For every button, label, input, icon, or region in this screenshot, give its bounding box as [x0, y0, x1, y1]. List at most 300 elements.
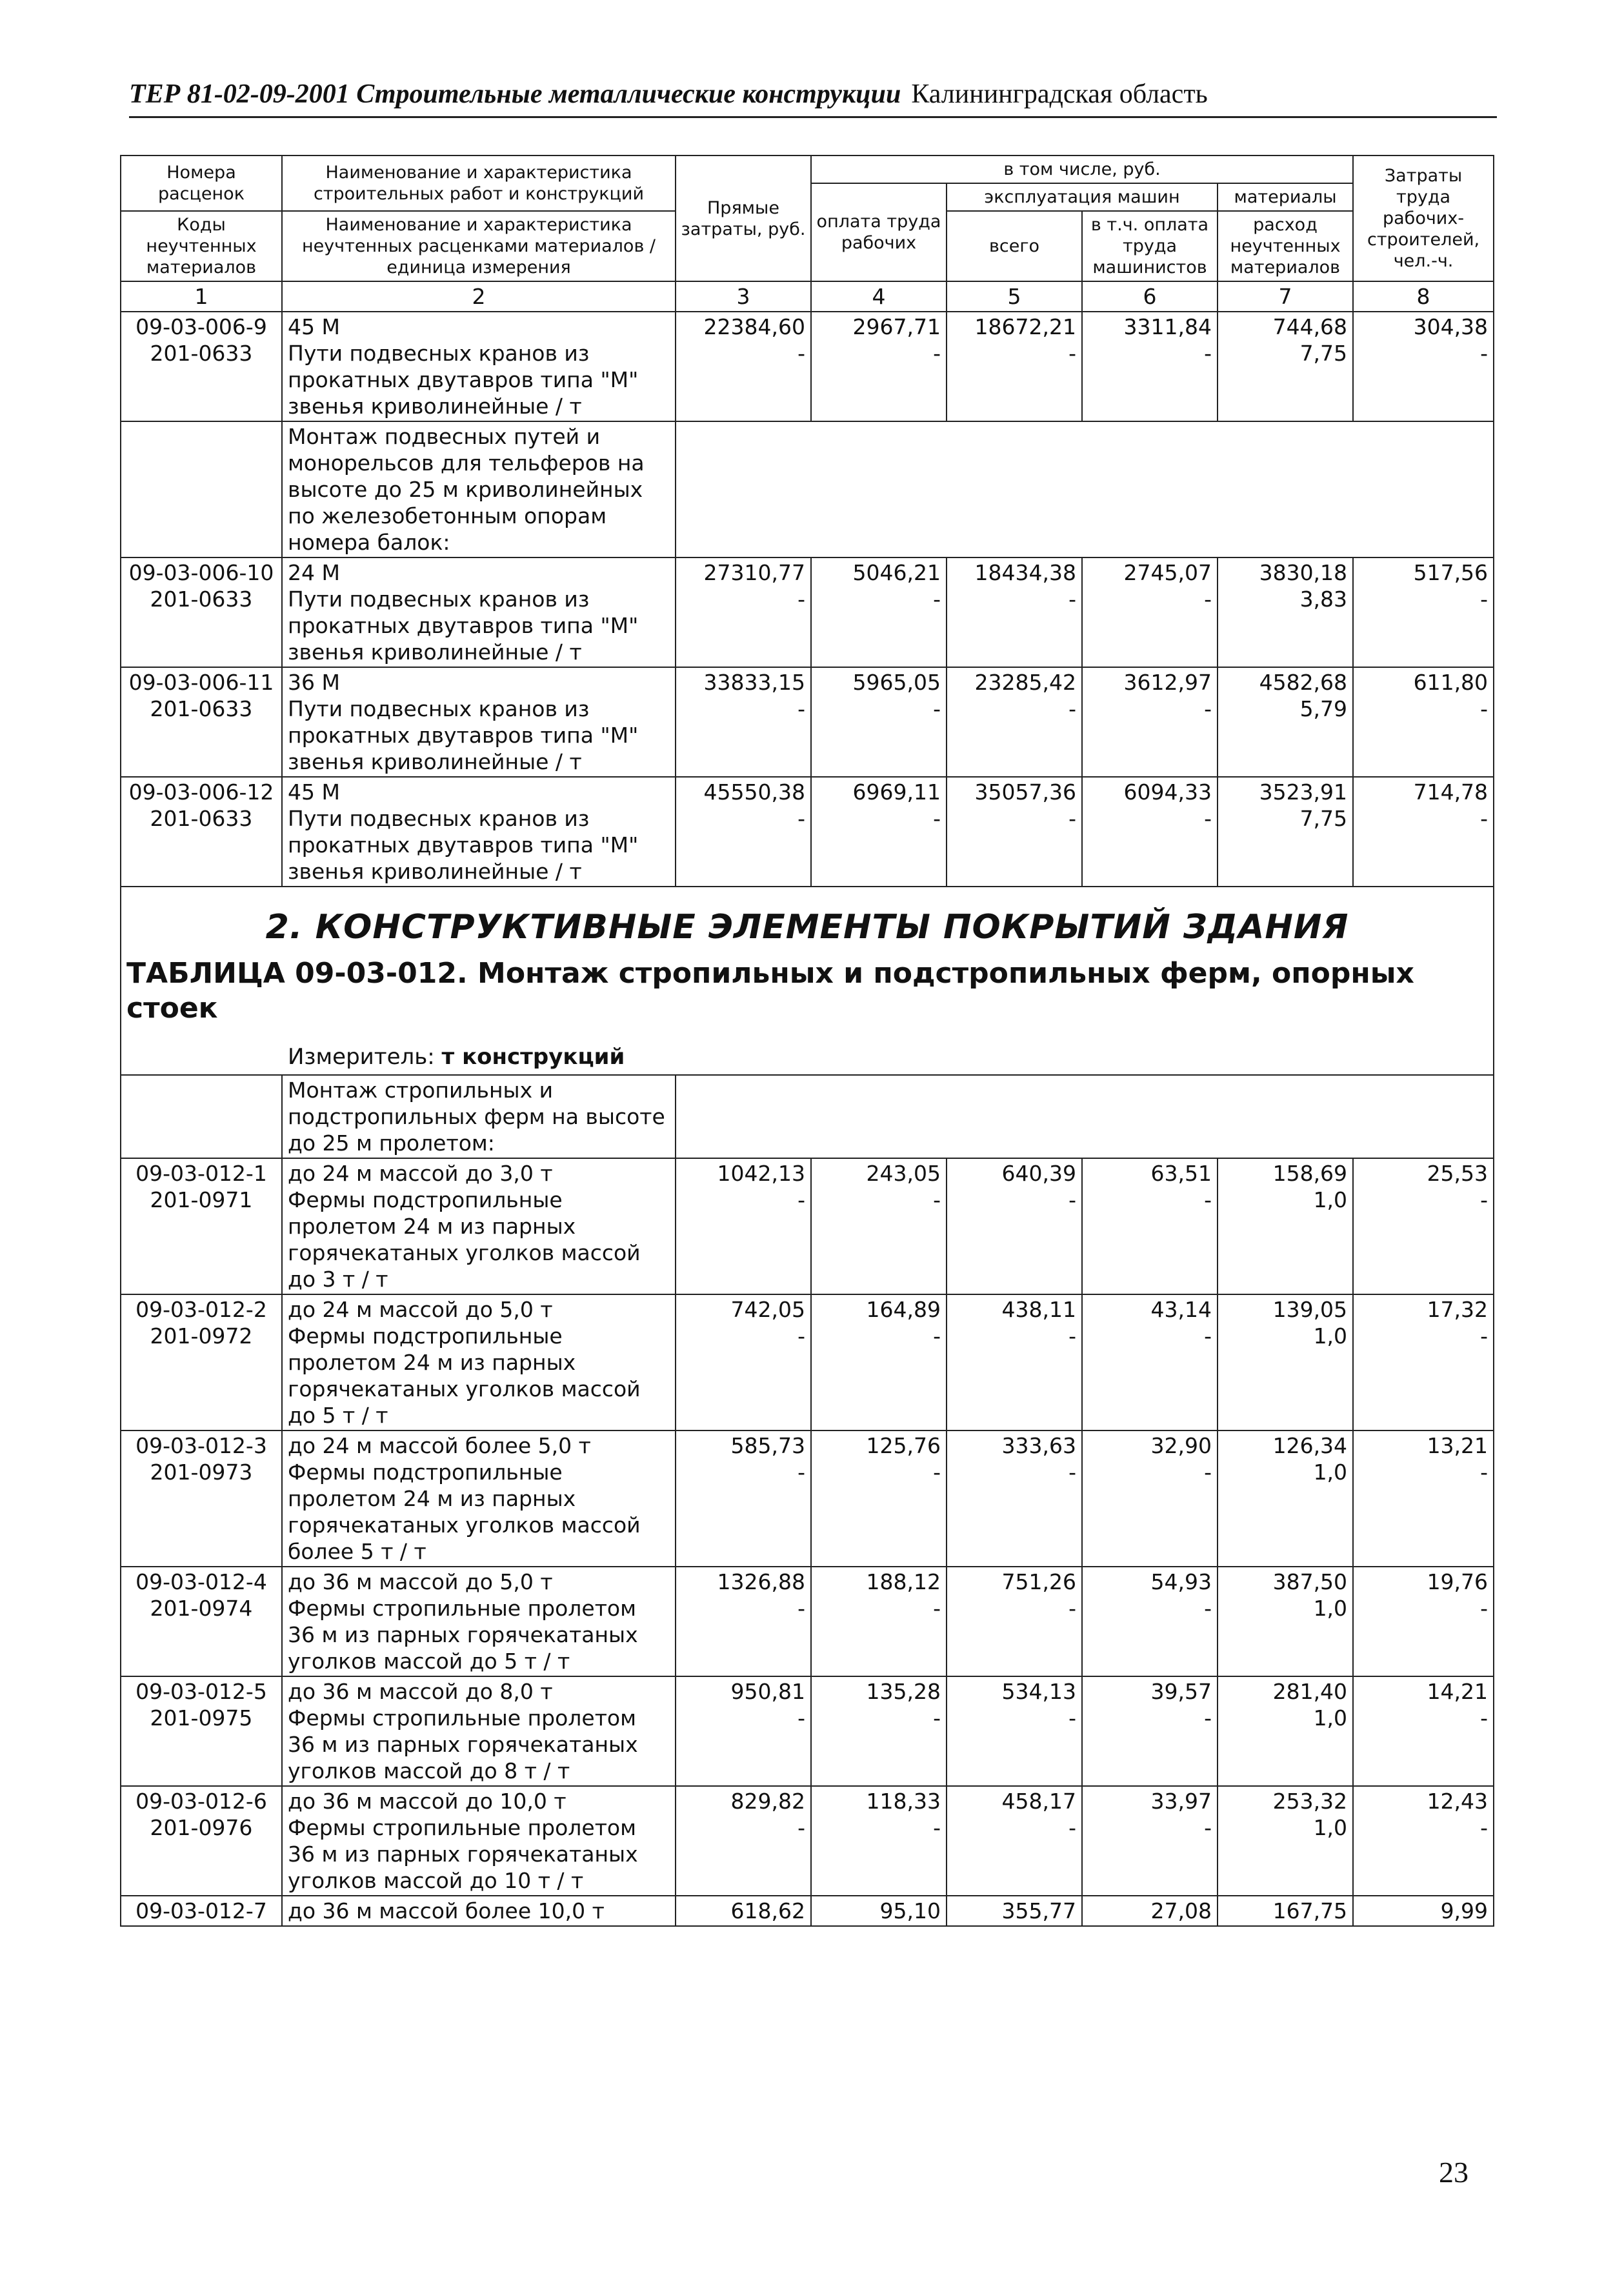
material-name: Пути подвесных кранов из прокатных двутавров типа "М" звенья криволинейные / т [288, 341, 639, 419]
value-c8: 19,76 [1427, 1569, 1489, 1594]
dash: - [1480, 1815, 1489, 1840]
value-cell-c7 [1218, 667, 1353, 777]
material-name: Фермы стропильные пролетом 36 м из парных горячекатаных уголков массой до 5 т / т [288, 1596, 638, 1674]
material-name: Пути подвесных кранов из прокатных двутавров типа "М" звенья криволинейные / т [288, 587, 639, 665]
value-cell-c7 [1218, 1294, 1353, 1431]
dash: - [1068, 1187, 1076, 1212]
work-name: до 36 м массой более 10,0 т [288, 1898, 605, 1923]
value-cell-c5 [947, 1158, 1082, 1294]
value-cell-c8 [1353, 1786, 1494, 1896]
value-cell-c4 [811, 557, 947, 667]
dash: - [1204, 1815, 1212, 1840]
rate-name-cell [282, 1896, 676, 1926]
rate-number: 09-03-012-7 [135, 1898, 267, 1923]
rate-number: 09-03-012-4 [135, 1569, 267, 1594]
value-cell-c5 [947, 1294, 1082, 1431]
value-cell-c7 [1218, 557, 1353, 667]
rate-row [121, 557, 1494, 667]
value-cell-c7 [1218, 1786, 1353, 1896]
dash: - [933, 1323, 941, 1349]
dash: - [1480, 806, 1489, 831]
dash: - [1480, 696, 1489, 721]
dash: - [1204, 1187, 1212, 1212]
dash: - [797, 1596, 805, 1621]
dash: - [797, 587, 805, 612]
value-cell-c3 [676, 667, 811, 777]
dash: - [1068, 1596, 1076, 1621]
value-c5: 534,13 [1001, 1679, 1076, 1704]
material-code: 201-0633 [150, 806, 253, 831]
rate-code-cell [121, 1294, 282, 1431]
rate-code-cell [121, 1158, 282, 1294]
dash: - [933, 806, 941, 831]
rate-number: 09-03-006-12 [128, 779, 274, 805]
dash: - [933, 587, 941, 612]
work-name: до 36 м массой до 10,0 т [288, 1789, 566, 1814]
work-name: 45 М [288, 314, 340, 339]
value-c4: 135,28 [866, 1679, 941, 1704]
value-c5: 333,63 [1001, 1433, 1076, 1458]
material-name: Фермы стропильные пролетом 36 м из парных горячекатаных уголков массой до 8 т / т [288, 1705, 638, 1783]
dash: - [933, 1596, 941, 1621]
value-c3: 585,73 [730, 1433, 805, 1458]
value-cell-c7 [1218, 1896, 1353, 1926]
column-number: 2 [282, 281, 676, 312]
value-cell-c4 [811, 777, 947, 887]
group-heading: Монтаж подвесных путей и монорельсов для тельферов на высоте до 25 м криволинейных по железобетонным опорам номера балок: [282, 421, 676, 557]
value-c4: 164,89 [866, 1297, 941, 1322]
measure-value: т конструкций [441, 1044, 625, 1070]
value-c5: 640,39 [1001, 1161, 1076, 1186]
value-c8: 14,21 [1427, 1679, 1489, 1704]
col-direct-costs-header: Прямые затраты, руб. [676, 156, 811, 281]
empty-cell [676, 421, 1494, 557]
value-cell-c4 [811, 1786, 947, 1896]
dash: - [1068, 806, 1076, 831]
value-c6: 63,51 [1150, 1161, 1212, 1186]
material-code: 201-0972 [150, 1323, 253, 1349]
value-c6: 43,14 [1150, 1297, 1212, 1322]
dash: - [797, 1460, 805, 1485]
value-cell-c5 [947, 777, 1082, 887]
dash: - [1480, 1596, 1489, 1621]
value-c8: 611,80 [1413, 670, 1489, 695]
measure-label: Измеритель: [288, 1044, 435, 1070]
rate-code-cell [121, 1431, 282, 1567]
col-worker-pay-header: оплата труда рабочих [811, 183, 947, 281]
work-name: до 24 м массой более 5,0 т [288, 1433, 591, 1458]
rate-name-cell [282, 1567, 676, 1676]
rate-number: 09-03-006-10 [128, 560, 274, 585]
value-cell-c4 [811, 1431, 947, 1567]
dash: - [1204, 1596, 1212, 1621]
value-cell-c4 [811, 1567, 947, 1676]
table-body [121, 312, 1494, 1926]
dash: - [1204, 1323, 1212, 1349]
value-c6: 27,08 [1150, 1898, 1212, 1923]
value-c4: 188,12 [866, 1569, 941, 1594]
material-consumption: 1,0 [1313, 1705, 1348, 1731]
material-consumption: 1,0 [1313, 1323, 1348, 1349]
value-c3: 33833,15 [703, 670, 805, 695]
empty-cell [676, 1075, 1494, 1158]
value-c7: 126,34 [1272, 1433, 1348, 1458]
col-including-header: в том числе, руб. [811, 156, 1353, 183]
value-c7: 4582,68 [1259, 670, 1348, 695]
value-cell-c8 [1353, 1158, 1494, 1294]
rates-table [120, 155, 1494, 1927]
work-name: до 24 м массой до 3,0 т [288, 1161, 553, 1186]
value-cell-c4 [811, 1896, 947, 1926]
rate-name-cell [282, 1158, 676, 1294]
value-c8: 304,38 [1413, 314, 1489, 339]
value-c4: 118,33 [866, 1789, 941, 1814]
value-cell-c3 [676, 1294, 811, 1431]
value-c6: 3311,84 [1123, 314, 1212, 339]
value-c5: 751,26 [1001, 1569, 1076, 1594]
value-c6: 3612,97 [1123, 670, 1212, 695]
empty-cell [121, 421, 282, 557]
value-c4: 5046,21 [852, 560, 941, 585]
value-c3: 45550,38 [703, 779, 805, 805]
value-cell-c8 [1353, 777, 1494, 887]
material-name: Фермы стропильные пролетом 36 м из парных горячекатаных уголков массой до 10 т / т [288, 1815, 638, 1893]
value-cell-c6 [1082, 557, 1218, 667]
rate-row [121, 312, 1494, 421]
value-cell-c3 [676, 1786, 811, 1896]
group-heading-row [121, 1075, 1494, 1158]
table-title: ТАБЛИЦА 09-03-012. Монтаж стропильных и подстропильных ферм, опорных стоек [126, 957, 1414, 1025]
value-cell-c4 [811, 312, 947, 421]
value-cell-c8 [1353, 1567, 1494, 1676]
column-number: 3 [676, 281, 811, 312]
value-cell-c7 [1218, 777, 1353, 887]
rate-row [121, 1676, 1494, 1786]
value-c7: 744,68 [1272, 314, 1348, 339]
value-cell-c5 [947, 667, 1082, 777]
dash: - [797, 1705, 805, 1731]
work-name: до 36 м массой до 8,0 т [288, 1679, 553, 1704]
dash: - [933, 1460, 941, 1485]
dash: - [797, 806, 805, 831]
dash: - [1068, 1323, 1076, 1349]
section-title: 2. КОНСТРУКТИВНЫЕ ЭЛЕМЕНТЫ ПОКРЫТИЙ ЗДАНИЯ [265, 908, 1349, 947]
value-cell-c8 [1353, 1676, 1494, 1786]
material-name: Фермы подстропильные пролетом 24 м из парных горячекатаных уголков массой до 5 т / т [288, 1323, 641, 1428]
value-cell-c5 [947, 557, 1082, 667]
material-code: 201-0973 [150, 1460, 253, 1485]
rate-row [121, 1896, 1494, 1926]
value-c3: 618,62 [730, 1898, 805, 1923]
value-cell-c3 [676, 557, 811, 667]
document-code-title: ТЕР 81-02-09-2001 Строительные металлические конструкции [129, 79, 901, 109]
col-materials-header: материалы [1218, 183, 1353, 211]
value-c3: 22384,60 [703, 314, 805, 339]
value-cell-c6 [1082, 312, 1218, 421]
material-code: 201-0971 [150, 1187, 253, 1212]
value-c7: 139,05 [1272, 1297, 1348, 1322]
material-code: 201-0633 [150, 696, 253, 721]
rate-number: 09-03-012-3 [135, 1433, 267, 1458]
value-c3: 27310,77 [703, 560, 805, 585]
column-number: 1 [121, 281, 282, 312]
dash: - [933, 696, 941, 721]
value-cell-c3 [676, 1158, 811, 1294]
material-consumption: 5,79 [1299, 696, 1348, 721]
col-machines-total-header: всего [947, 211, 1082, 281]
value-cell-c4 [811, 1294, 947, 1431]
rate-name-cell [282, 777, 676, 887]
value-cell-c8 [1353, 1431, 1494, 1567]
value-cell-c7 [1218, 1567, 1353, 1676]
value-cell-c5 [947, 1431, 1082, 1567]
value-cell-c5 [947, 1676, 1082, 1786]
value-cell-c7 [1218, 1158, 1353, 1294]
rate-name-cell [282, 1786, 676, 1896]
col-machines-header: эксплуатация машин [947, 183, 1218, 211]
value-cell-c8 [1353, 557, 1494, 667]
dash: - [1204, 341, 1212, 366]
value-cell-c6 [1082, 1676, 1218, 1786]
work-name: 36 М [288, 670, 340, 695]
dash: - [1068, 696, 1076, 721]
rate-name-cell [282, 557, 676, 667]
rate-name-cell [282, 1676, 676, 1786]
value-c5: 355,77 [1001, 1898, 1076, 1923]
value-cell-c6 [1082, 1294, 1218, 1431]
rate-name-cell [282, 312, 676, 421]
material-code: 201-0976 [150, 1815, 253, 1840]
value-c8: 714,78 [1413, 779, 1489, 805]
rate-number: 09-03-012-2 [135, 1297, 267, 1322]
value-cell-c6 [1082, 777, 1218, 887]
dash: - [1068, 1705, 1076, 1731]
value-c8: 17,32 [1427, 1297, 1489, 1322]
value-c3: 829,82 [730, 1789, 805, 1814]
col-labor-header: Затраты труда рабочих-строителей, чел.-ч. [1353, 156, 1494, 281]
section-cell [121, 887, 1494, 1075]
value-cell-c4 [811, 1676, 947, 1786]
col-work-name-header: Наименование и характеристика строительных работ и конструкций [282, 156, 676, 211]
dash: - [1068, 1815, 1076, 1840]
dash: - [797, 341, 805, 366]
value-cell-c6 [1082, 1786, 1218, 1896]
value-c7: 281,40 [1272, 1679, 1348, 1704]
rate-number: 09-03-012-1 [135, 1161, 267, 1186]
rate-row [121, 1431, 1494, 1567]
value-cell-c6 [1082, 1567, 1218, 1676]
dash: - [797, 1815, 805, 1840]
material-consumption: 1,0 [1313, 1815, 1348, 1840]
value-c3: 950,81 [730, 1679, 805, 1704]
dash: - [1480, 1705, 1489, 1731]
dash: - [1480, 1187, 1489, 1212]
value-c6: 2745,07 [1123, 560, 1212, 585]
value-cell-c6 [1082, 1896, 1218, 1926]
dash: - [1480, 341, 1489, 366]
value-c5: 23285,42 [974, 670, 1076, 695]
rate-name-cell [282, 1294, 676, 1431]
group-heading-row [121, 421, 1494, 557]
value-cell-c6 [1082, 1431, 1218, 1567]
value-cell-c5 [947, 1786, 1082, 1896]
value-c4: 6969,11 [852, 779, 941, 805]
page-number: 23 [1439, 2156, 1469, 2189]
value-c3: 742,05 [730, 1297, 805, 1322]
value-c7: 253,32 [1272, 1789, 1348, 1814]
value-c3: 1042,13 [717, 1161, 805, 1186]
material-consumption: 1,0 [1313, 1596, 1348, 1621]
value-c6: 54,93 [1150, 1569, 1212, 1594]
dash: - [1068, 341, 1076, 366]
col-rate-number-header: Номера расценок [121, 156, 282, 211]
material-code: 201-0975 [150, 1705, 253, 1731]
value-c8: 13,21 [1427, 1433, 1489, 1458]
value-c5: 438,11 [1001, 1297, 1076, 1322]
dash: - [797, 1323, 805, 1349]
value-c7: 387,50 [1272, 1569, 1348, 1594]
material-code: 201-0974 [150, 1596, 253, 1621]
value-cell-c6 [1082, 667, 1218, 777]
rate-name-cell [282, 1431, 676, 1567]
col-material-codes-header: Коды неучтенных материалов [121, 211, 282, 281]
value-cell-c3 [676, 777, 811, 887]
value-c8: 9,99 [1440, 1898, 1489, 1923]
value-cell-c5 [947, 312, 1082, 421]
value-cell-c5 [947, 1567, 1082, 1676]
group-heading: Монтаж стропильных и подстропильных ферм на высоте до 25 м пролетом: [282, 1075, 676, 1158]
value-cell-c7 [1218, 312, 1353, 421]
value-c7: 167,75 [1272, 1898, 1348, 1923]
rate-row [121, 1567, 1494, 1676]
value-c4: 5965,05 [852, 670, 941, 695]
column-number: 5 [947, 281, 1082, 312]
work-name: 24 М [288, 560, 340, 585]
column-number: 8 [1353, 281, 1494, 312]
rate-number: 09-03-012-5 [135, 1679, 267, 1704]
value-c5: 18672,21 [974, 314, 1076, 339]
rate-code-cell [121, 312, 282, 421]
rate-code-cell [121, 557, 282, 667]
table-head [121, 156, 1494, 312]
value-cell-c6 [1082, 1158, 1218, 1294]
rate-code-cell [121, 1567, 282, 1676]
dash: - [1068, 587, 1076, 612]
work-name: до 24 м массой до 5,0 т [288, 1297, 553, 1322]
rate-number: 09-03-012-6 [135, 1789, 267, 1814]
rate-row [121, 1158, 1494, 1294]
rate-code-cell [121, 777, 282, 887]
rate-code-cell [121, 667, 282, 777]
col-material-consumption-header: расход неучтенных материалов [1218, 211, 1353, 281]
value-cell-c7 [1218, 1676, 1353, 1786]
dash: - [1204, 696, 1212, 721]
value-c4: 243,05 [866, 1161, 941, 1186]
value-c8: 517,56 [1413, 560, 1489, 585]
material-consumption: 1,0 [1313, 1187, 1348, 1212]
value-cell-c8 [1353, 312, 1494, 421]
measure-line [126, 1039, 1488, 1073]
rate-number: 09-03-006-11 [128, 670, 274, 695]
value-cell-c8 [1353, 1896, 1494, 1926]
material-consumption: 3,83 [1299, 587, 1348, 612]
col-operators-pay-header: в т.ч. оплата труда машинистов [1082, 211, 1218, 281]
value-c4: 125,76 [866, 1433, 941, 1458]
value-c6: 39,57 [1150, 1679, 1212, 1704]
col-material-names-header: Наименование и характеристика неучтенных расценками материалов / единица измерения [282, 211, 676, 281]
dash: - [797, 1187, 805, 1212]
value-cell-c3 [676, 1676, 811, 1786]
running-header [129, 76, 1497, 118]
dash: - [1480, 587, 1489, 612]
rate-row [121, 777, 1494, 887]
dash: - [1204, 806, 1212, 831]
region-name: Калининградская область [911, 79, 1208, 109]
column-number: 4 [811, 281, 947, 312]
value-cell-c3 [676, 312, 811, 421]
rate-row [121, 1786, 1494, 1896]
dash: - [933, 1705, 941, 1731]
value-c7: 3830,18 [1259, 560, 1348, 585]
value-c8: 25,53 [1427, 1161, 1489, 1186]
value-cell-c3 [676, 1431, 811, 1567]
value-c7: 3523,91 [1259, 779, 1348, 805]
value-c5: 18434,38 [974, 560, 1076, 585]
value-cell-c3 [676, 1567, 811, 1676]
material-consumption: 7,75 [1299, 806, 1348, 831]
value-c6: 32,90 [1150, 1433, 1212, 1458]
value-cell-c8 [1353, 667, 1494, 777]
work-name: до 36 м массой до 5,0 т [288, 1569, 553, 1594]
dash: - [797, 696, 805, 721]
rate-number: 09-03-006-9 [135, 314, 267, 339]
dash: - [933, 341, 941, 366]
dash: - [933, 1815, 941, 1840]
material-consumption: 7,75 [1299, 341, 1348, 366]
material-code: 201-0633 [150, 587, 253, 612]
material-code: 201-0633 [150, 341, 253, 366]
value-c8: 12,43 [1427, 1789, 1489, 1814]
rate-code-cell [121, 1896, 282, 1926]
material-name: Пути подвесных кранов из прокатных двутавров типа "М" звенья криволинейные / т [288, 806, 639, 884]
value-c4: 2967,71 [852, 314, 941, 339]
value-c3: 1326,88 [717, 1569, 805, 1594]
dash: - [1480, 1460, 1489, 1485]
value-cell-c3 [676, 1896, 811, 1926]
dash: - [933, 1187, 941, 1212]
rate-row [121, 667, 1494, 777]
value-c4: 95,10 [879, 1898, 941, 1923]
dash: - [1204, 587, 1212, 612]
value-c6: 6094,33 [1123, 779, 1212, 805]
empty-cell [121, 1075, 282, 1158]
dash: - [1204, 1705, 1212, 1731]
value-cell-c4 [811, 1158, 947, 1294]
dash: - [1068, 1460, 1076, 1485]
rate-row [121, 1294, 1494, 1431]
value-cell-c5 [947, 1896, 1082, 1926]
material-name: Пути подвесных кранов из прокатных двутавров типа "М" звенья криволинейные / т [288, 696, 639, 774]
value-cell-c8 [1353, 1294, 1494, 1431]
dash: - [1480, 1323, 1489, 1349]
value-c5: 35057,36 [974, 779, 1076, 805]
value-cell-c7 [1218, 1431, 1353, 1567]
section-row [121, 887, 1494, 1075]
rate-code-cell [121, 1786, 282, 1896]
value-c5: 458,17 [1001, 1789, 1076, 1814]
rate-code-cell [121, 1676, 282, 1786]
material-name: Фермы подстропильные пролетом 24 м из парных горячекатаных уголков массой более 5 т / т [288, 1460, 641, 1564]
